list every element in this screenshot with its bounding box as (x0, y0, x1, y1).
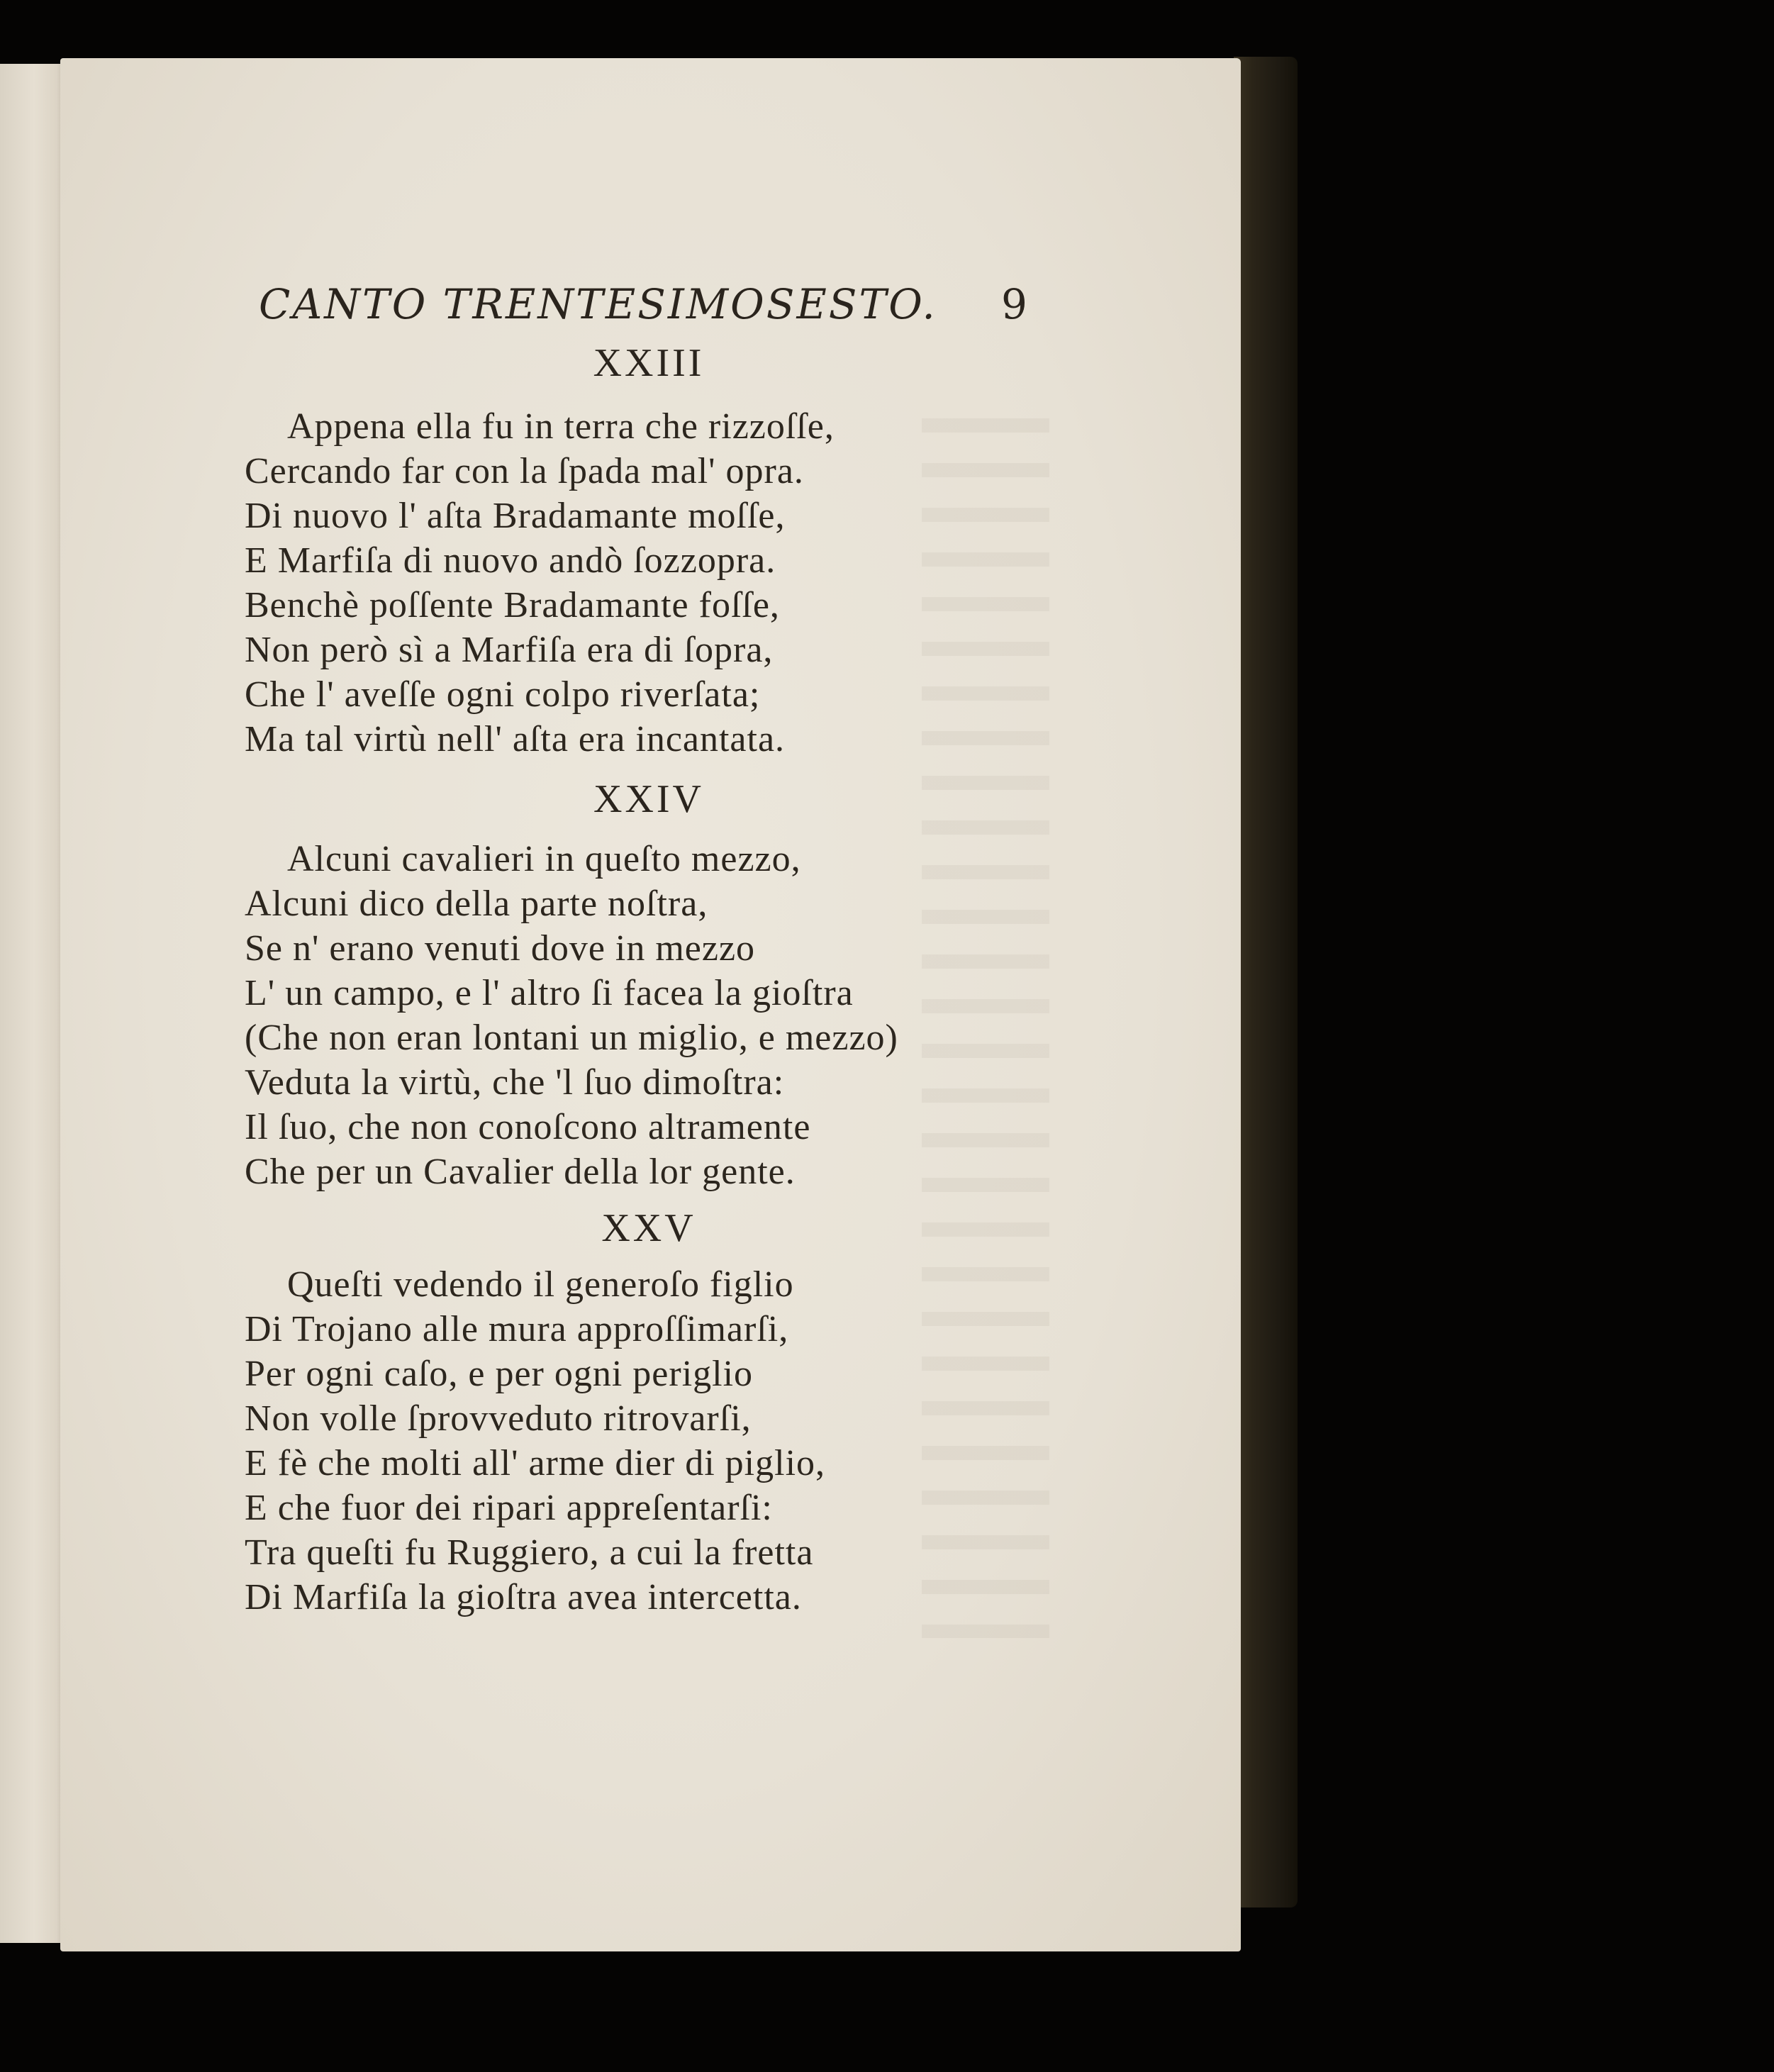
page-header (259, 280, 1039, 337)
verse-line: Alcuni cavalieri in queſto mezzo, (287, 839, 801, 879)
verse-line: Tra queſti fu Ruggiero, a cui la fretta (245, 1532, 814, 1573)
stanza (245, 1262, 1060, 1620)
verse-line: Alcuni dico della parte noſtra, (245, 884, 708, 924)
stanza-number: XXIV (593, 777, 704, 821)
verse-line: Di Trojano alle mura approſſimarſi, (245, 1309, 789, 1349)
stanza-number: XXIII (593, 341, 705, 385)
verse-line: Non volle ſprovveduto ritrovarſi, (245, 1398, 752, 1439)
verse-line: Se n' erano venuti dove in mezzo (245, 928, 756, 969)
page-number: 9 (1001, 280, 1027, 328)
verse-line: Che l' aveſſe ogni colpo riverſata; (245, 674, 761, 715)
stanza (245, 404, 1060, 762)
verse-line: E fè che molti all' arme dier di piglio, (245, 1443, 826, 1483)
verse-line: Benchè poſſente Bradamante foſſe, (245, 585, 780, 625)
verse-line: Appena ella fu in terra che rizzoſſe, (287, 406, 835, 447)
verse-line: Ma tal virtù nell' aſta era incantata. (245, 719, 786, 759)
verse-line: Non però sì a Marfiſa era di ſopra, (245, 630, 774, 670)
running-head: CANTO TRENTESIMOSESTO. (259, 280, 937, 328)
verse-line: E Marfiſa di nuovo andò ſozzopra. (245, 540, 776, 581)
verse-line: Veduta la virtù, che 'l ſuo dimoſtra: (245, 1062, 785, 1103)
verse-line: L' un campo, e l' altro ſi facea la gioſtra (245, 973, 854, 1013)
verse-line: Di nuovo l' aſta Bradamante moſſe, (245, 496, 786, 536)
verse-line: Per ogni caſo, e per ogni periglio (245, 1354, 754, 1394)
verse-line: Che per un Cavalier della lor gente. (245, 1152, 796, 1192)
verse-line: E che fuor dei ripari appreſentarſi: (245, 1488, 773, 1528)
stanza-number: XXV (601, 1206, 696, 1250)
verse-line: (Che non eran lontani un miglio, e mezzo) (245, 1018, 898, 1058)
book-binding (1234, 57, 1298, 1907)
verse-line: Di Marfiſa la gioſtra avea intercetta. (245, 1577, 802, 1617)
verse-line: Cercando far con la ſpada mal' opra. (245, 451, 804, 491)
stanza (245, 837, 1060, 1194)
verse-line: Queſti vedendo il generoſo figlio (287, 1264, 794, 1305)
verse-line: Il ſuo, che non conoſcono altramente (245, 1107, 811, 1147)
